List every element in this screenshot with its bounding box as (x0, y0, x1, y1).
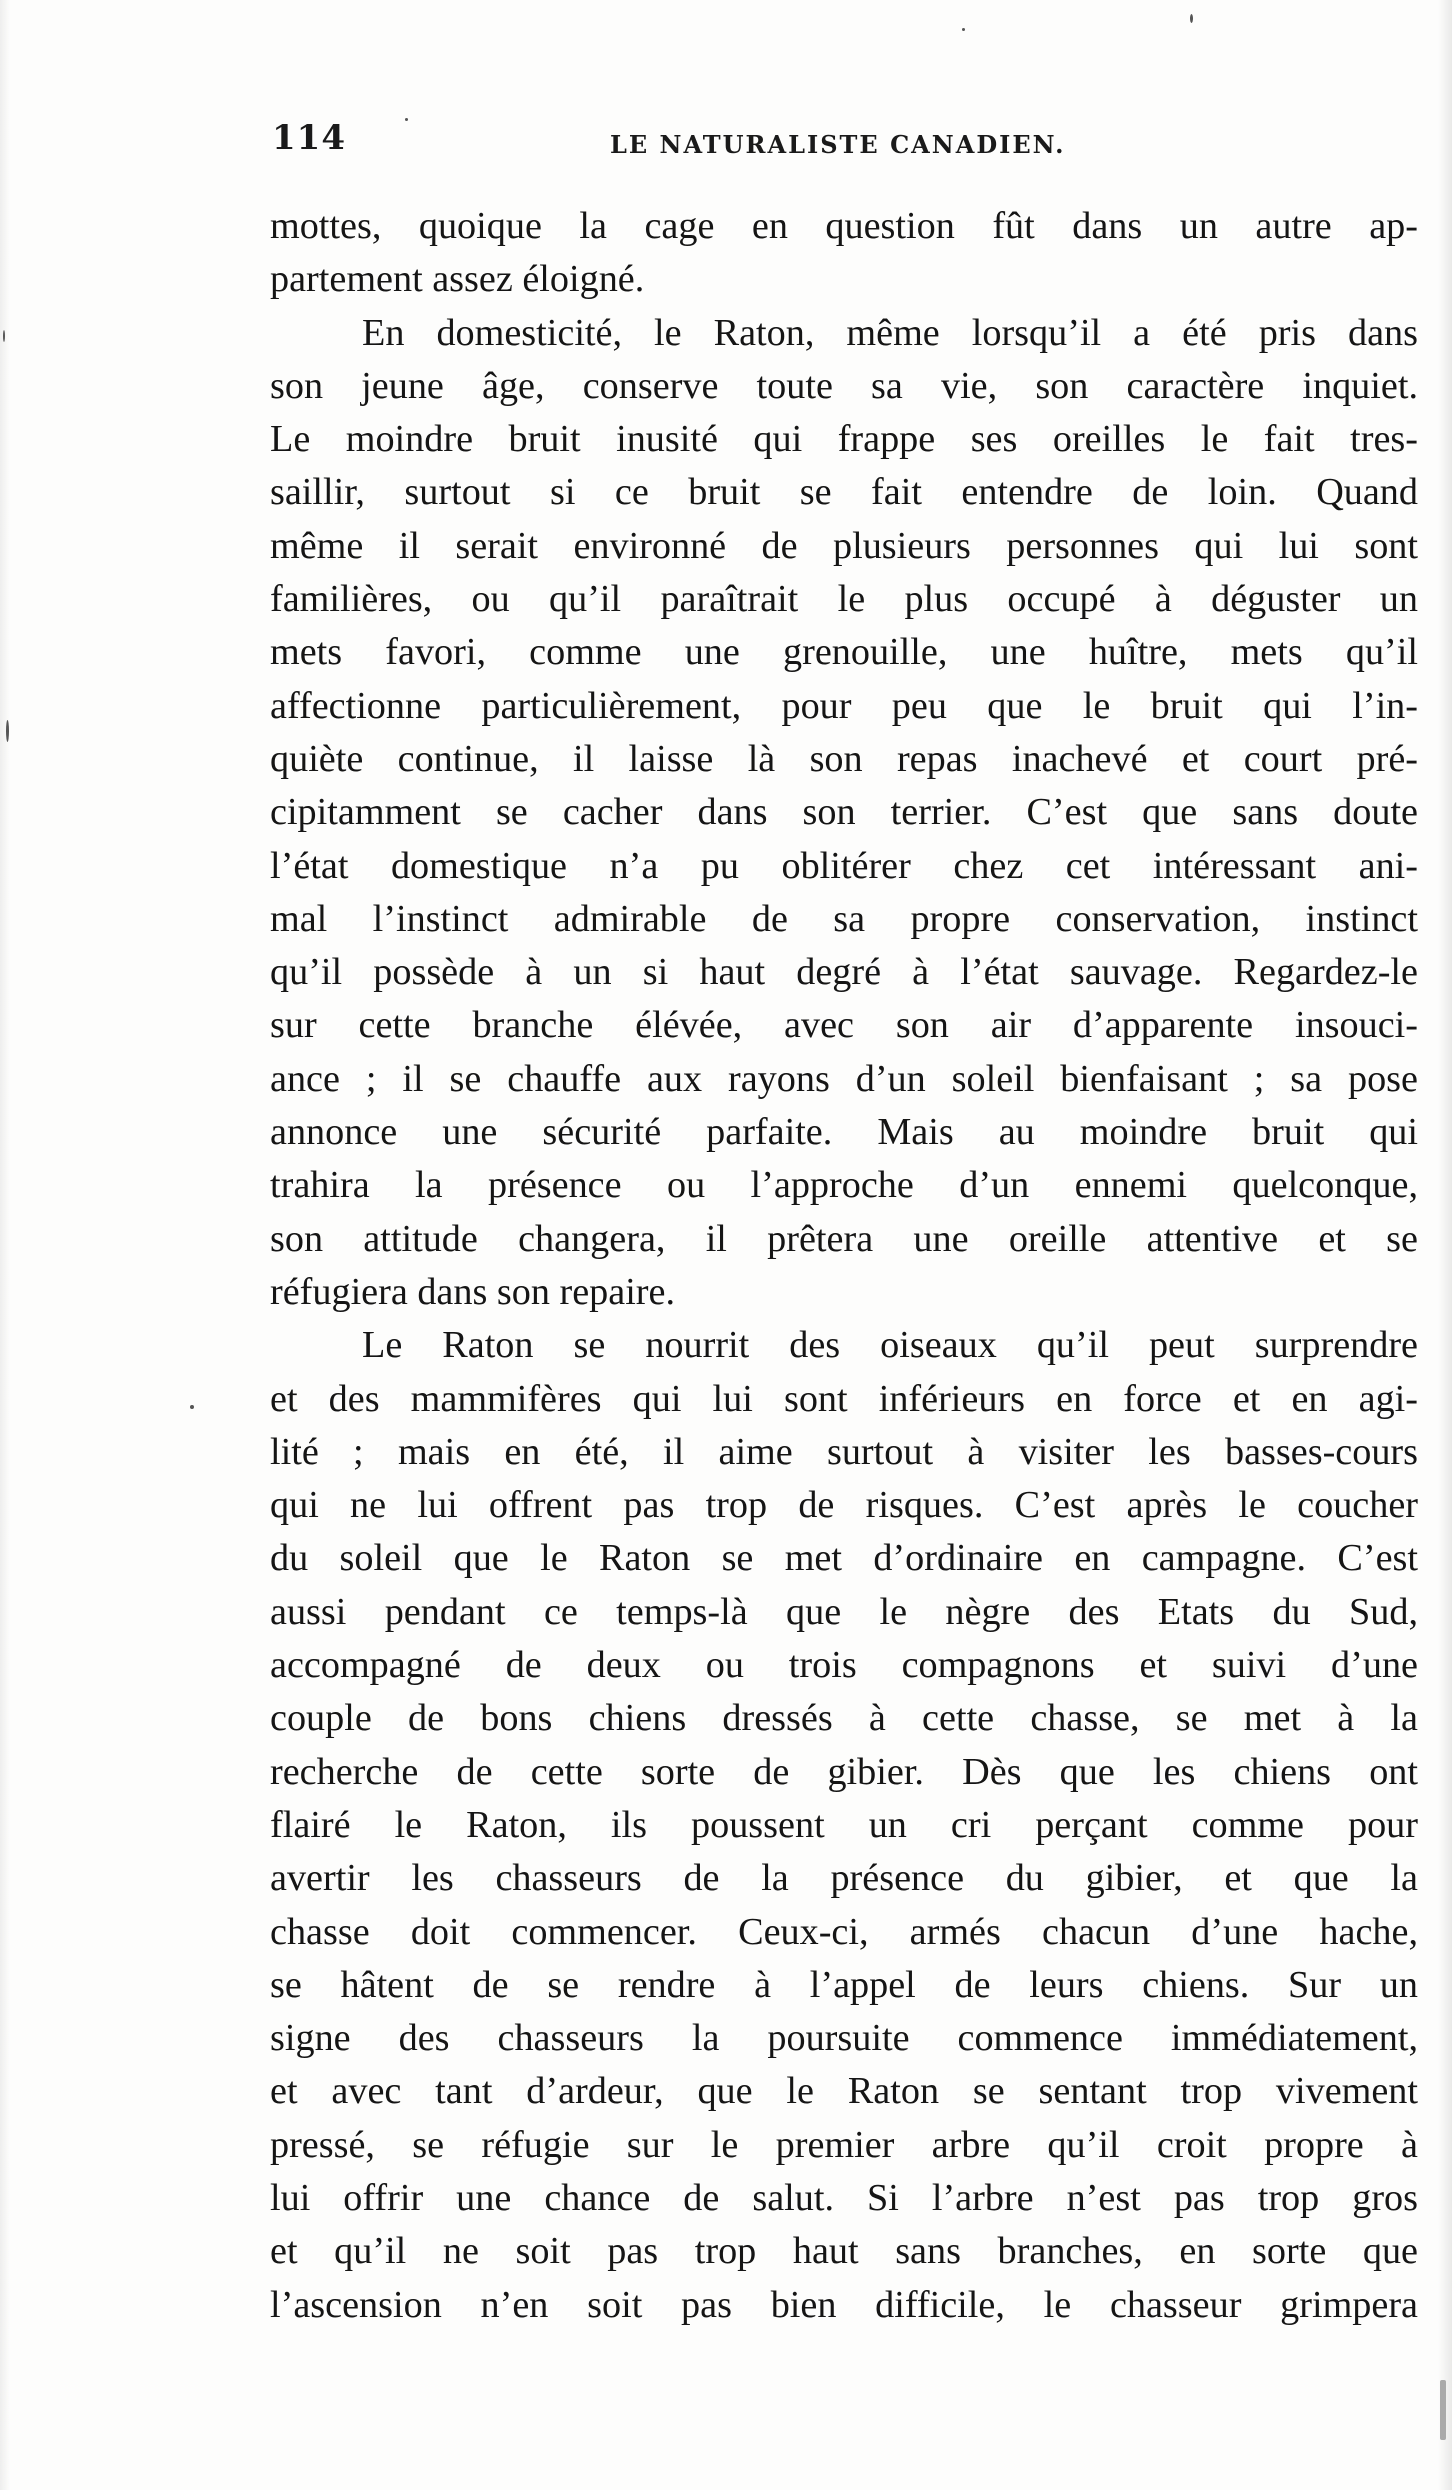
text-line: son jeune âge, conserve toute sa vie, son caractère inquiet. (270, 364, 1418, 407)
text-line: son attitude changera, il prêtera une oreille attentive et se (270, 1217, 1418, 1260)
text-line: recherche de cette sorte de gibier. Dès que les chiens ont (270, 1750, 1418, 1793)
text-line: annonce une sécurité parfaite. Mais au moindre bruit qui (270, 1111, 1418, 1154)
scan-speck (1190, 14, 1193, 23)
text-line: ance ; il se chauffe aux rayons d’un soleil bienfaisant ; sa pose (270, 1057, 1418, 1100)
text-line: mets favori, comme une grenouille, une huître, mets qu’il (270, 631, 1418, 674)
text-line: même il serait environné de plusieurs personnes qui lui sont (270, 524, 1418, 567)
text-line: réfugiera dans son repaire. (270, 1270, 676, 1313)
right-edge-shadow (1438, 0, 1452, 2490)
scan-speck (405, 118, 408, 121)
text-line: partement assez éloigné. (270, 258, 645, 301)
text-line: Le moindre bruit inusité qui frappe ses oreilles le fait tres- (270, 418, 1418, 461)
text-line: se hâtent de se rendre à l’appel de leurs chiens. Sur un (270, 1963, 1418, 2006)
scan-speck (6, 720, 9, 742)
text-line: l’ascension n’en soit pas bien difficile, le chasseur grimpera (270, 2283, 1418, 2326)
page-number: 114 (272, 118, 346, 158)
text-line: En domesticité, le Raton, même lorsqu’il a été pris dans (362, 311, 1418, 354)
text-line: qui ne lui offrent pas trop de risques. C’est après le coucher (270, 1484, 1418, 1527)
running-title: LE NATURALISTE CANADIEN. (610, 130, 1066, 159)
text-line: et des mammifères qui lui sont inférieurs en force et en agi- (270, 1377, 1418, 1420)
text-line: qu’il possède à un si haut degré à l’état sauvage. Regardez-le (270, 951, 1418, 994)
text-line: flairé le Raton, ils poussent un cri perçant comme pour (270, 1803, 1418, 1846)
text-line: couple de bons chiens dressés à cette chasse, se met à la (270, 1697, 1418, 1740)
text-line: familières, ou qu’il paraîtrait le plus occupé à déguster un (270, 578, 1418, 621)
text-line: signe des chasseurs la poursuite commence immédiatement, (270, 2017, 1418, 2060)
scan-speck (3, 330, 5, 342)
left-edge-shadow (0, 0, 10, 2490)
text-line: l’état domestique n’a pu oblitérer chez cet intéressant ani- (270, 844, 1418, 887)
text-line: Le Raton se nourrit des oiseaux qu’il peut surprendre (362, 1324, 1418, 1367)
text-line: sur cette branche élévée, avec son air d’apparente insouci- (270, 1004, 1418, 1047)
text-line: avertir les chasseurs de la présence du gibier, et que la (270, 1857, 1418, 1900)
text-line: lui offrir une chance de salut. Si l’arbre n’est pas trop gros (270, 2176, 1418, 2219)
scan-speck (962, 28, 965, 31)
text-line: mottes, quoique la cage en question fût dans un autre ap- (270, 205, 1418, 247)
text-line: lité ; mais en été, il aime surtout à visiter les basses-cours (270, 1430, 1418, 1473)
text-line: cipitamment se cacher dans son terrier. C’est que sans doute (270, 791, 1418, 834)
text-line: du soleil que le Raton se met d’ordinaire en campagne. C’est (270, 1537, 1418, 1580)
body-text (270, 200, 1418, 2332)
text-line: affectionne particulièrement, pour peu que le bruit qui l’in- (270, 684, 1418, 727)
text-line: mal l’instinct admirable de sa propre conservation, instinct (270, 897, 1418, 940)
text-line: accompagné de deux ou trois compagnons et suivi d’une (270, 1644, 1418, 1687)
text-line: saillir, surtout si ce bruit se fait entendre de loin. Quand (270, 471, 1418, 514)
scan-speck (1440, 2380, 1446, 2440)
text-line: pressé, se réfugie sur le premier arbre qu’il croit propre à (270, 2123, 1418, 2166)
text-line: aussi pendant ce temps-là que le nègre des Etats du Sud, (270, 1590, 1418, 1633)
text-line: et qu’il ne soit pas trop haut sans branches, en sorte que (270, 2230, 1418, 2273)
text-line: trahira la présence ou l’approche d’un ennemi quelconque, (270, 1164, 1418, 1207)
text-line: chasse doit commencer. Ceux-ci, armés chacun d’une hache, (270, 1910, 1418, 1953)
page-header (272, 118, 1414, 166)
text-line: et avec tant d’ardeur, que le Raton se sentant trop vivement (270, 2070, 1418, 2113)
scan-speck (190, 1405, 194, 1409)
text-line: quiète continue, il laisse là son repas inachevé et court pré- (270, 737, 1418, 780)
